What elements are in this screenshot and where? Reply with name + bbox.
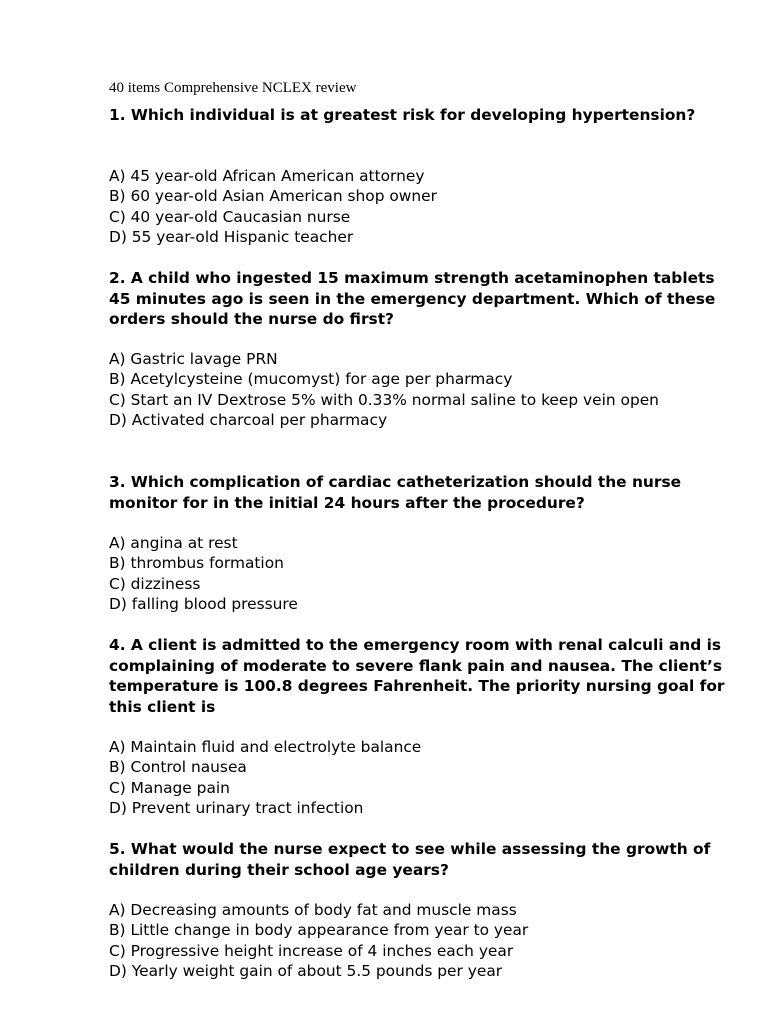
option-1c: C) 40 year-old Caucasian nurse — [109, 207, 351, 226]
option-5c: C) Progressive height increase of 4 inches each year — [109, 941, 514, 960]
option-2b: B) Acetylcysteine (mucomyst) for age per pharmacy — [109, 370, 513, 389]
option-2a: A) Gastric lavage PRN — [109, 350, 278, 368]
option-4d: D) Prevent urinary tract infection — [109, 799, 364, 818]
question-1: 1. Which individual is at greatest risk for developing hypertension? — [109, 106, 696, 124]
option-4a: A) Maintain fluid and electrolyte balance — [109, 738, 422, 756]
option-5a: A) Decreasing amounts of body fat and muscle mass — [109, 901, 517, 919]
option-3a: A) angina at rest — [109, 534, 238, 552]
question-3: 3. Which complication of cardiac catheterization should the nurse monitor for in the initial 24 hours after the procedure? — [109, 473, 682, 512]
option-5d: D) Yearly weight gain of about 5.5 pounds per year — [109, 962, 503, 981]
options-3 — [109, 533, 729, 615]
option-1a: A) 45 year-old African American attorney — [109, 167, 425, 185]
options-5 — [109, 900, 729, 982]
question-2: 2. A child who ingested 15 maximum strength acetaminophen tablets 45 minutes ago is seen in the emergency department. Which of these orders should the nurse do first? — [109, 269, 716, 328]
option-1d: D) 55 year-old Hispanic teacher — [109, 228, 354, 247]
option-3b: B) thrombus formation — [109, 554, 284, 573]
option-2c: C) Start an IV Dextrose 5% with 0.33% normal saline to keep vein open — [109, 390, 659, 409]
option-2d: D) Activated charcoal per pharmacy — [109, 411, 388, 430]
option-1b: B) 60 year-old Asian American shop owner — [109, 187, 437, 206]
option-3c: C) dizziness — [109, 574, 201, 593]
question-4: 4. A client is admitted to the emergency room with renal calculi and is complaining of moderate to severe flank pain and nausea. The client’s temperature is 100.8 degrees Fahrenheit. The priority nursing goal for this client is — [109, 636, 725, 716]
question-5: 5. What would the nurse expect to see while assessing the growth of children during their school age years? — [109, 840, 711, 879]
option-3d: D) falling blood pressure — [109, 595, 298, 614]
document-title: 40 items Comprehensive NCLEX review — [109, 80, 357, 96]
options-4 — [109, 737, 729, 819]
option-4c: C) Manage pain — [109, 778, 230, 797]
option-4b: B) Control nausea — [109, 758, 247, 777]
options-1 — [109, 166, 729, 248]
option-5b: B) Little change in body appearance from year to year — [109, 921, 529, 940]
options-2 — [109, 349, 729, 431]
